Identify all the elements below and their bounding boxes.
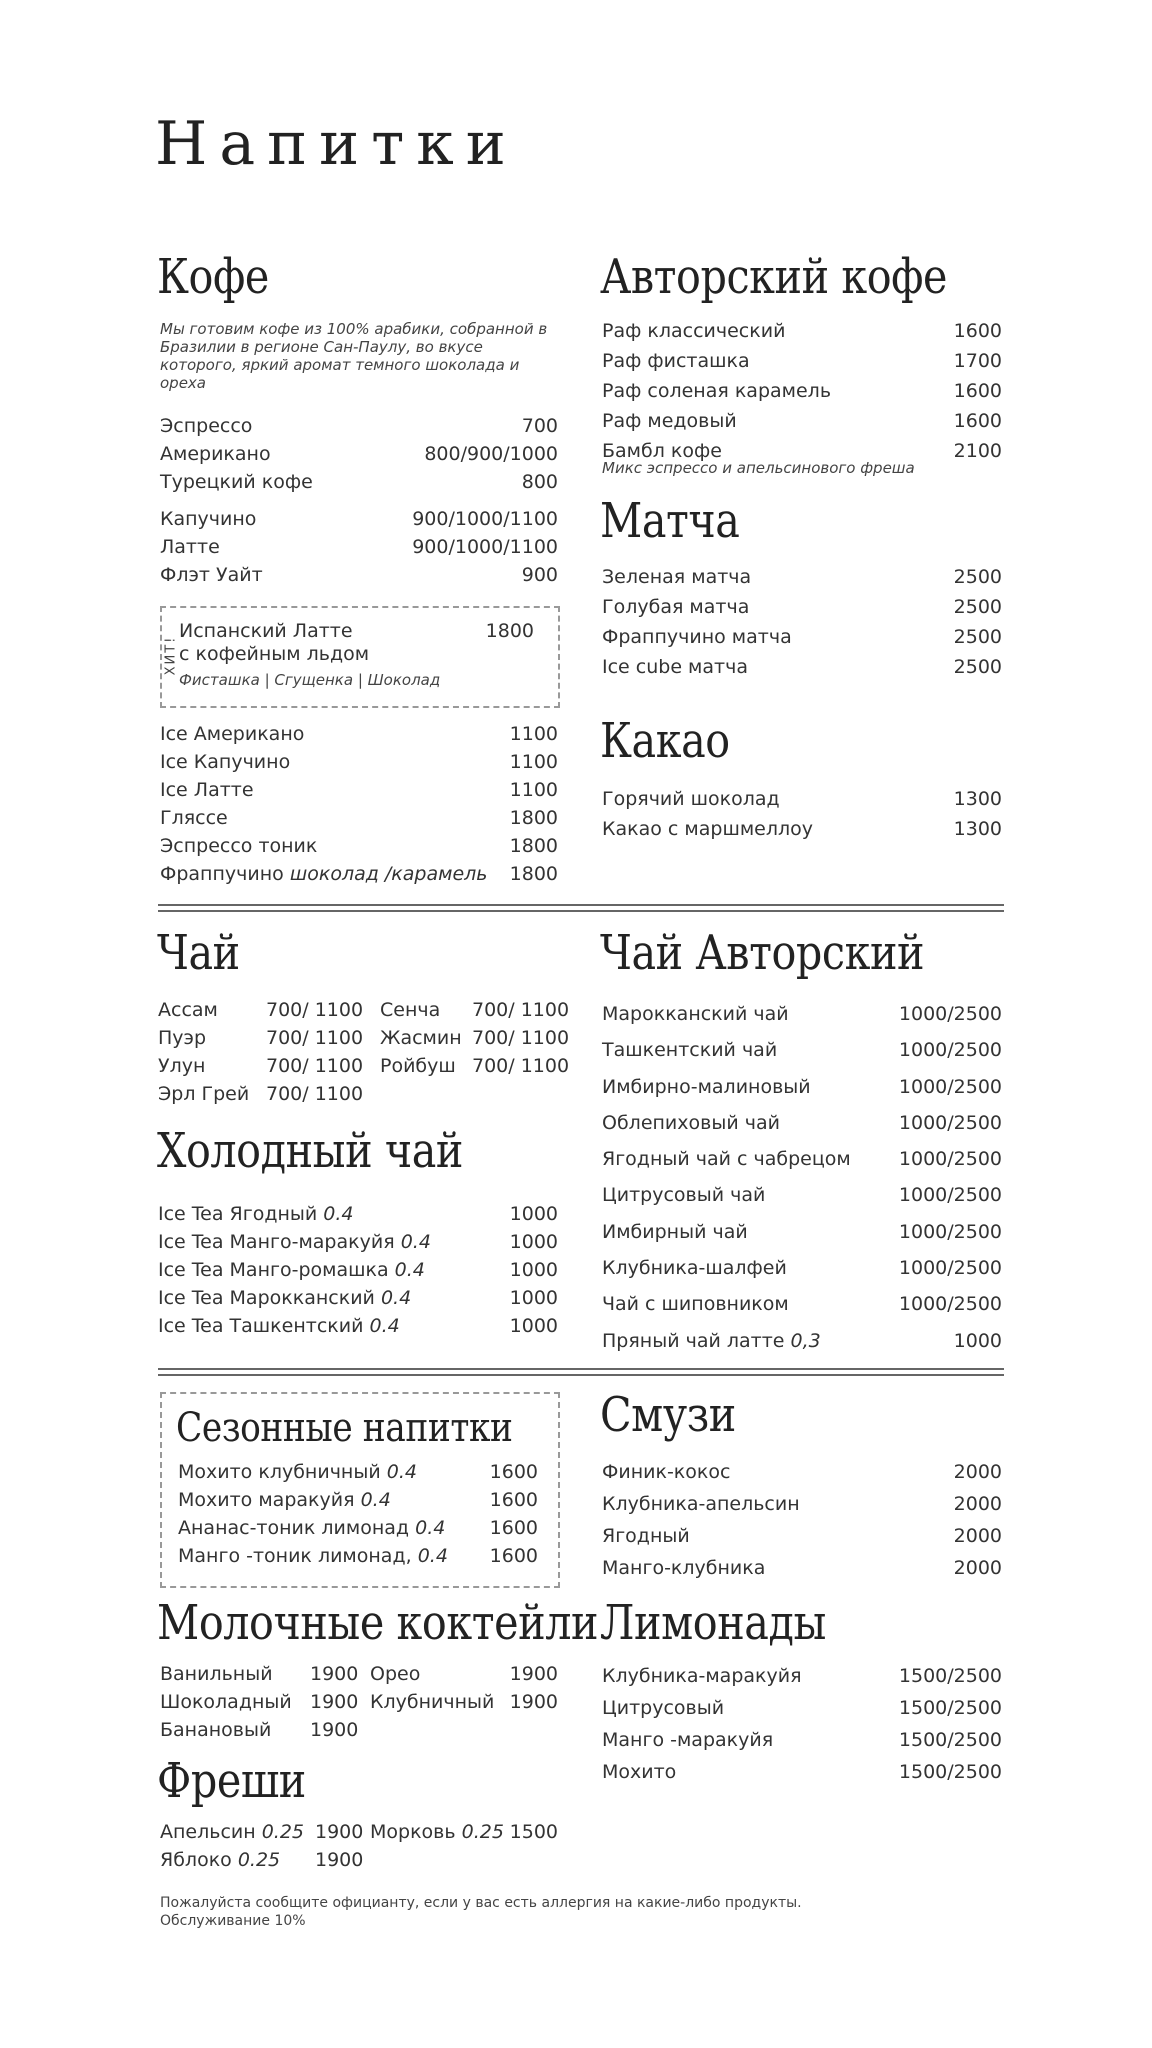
menu-item: Ice Латте 1100 xyxy=(160,779,558,801)
tea-price: 700/ 1100 xyxy=(472,999,570,1021)
menu-item: Зеленая матча 2500 xyxy=(602,566,1002,588)
menu-item: Мохито 1500/2500 xyxy=(602,1761,1002,1783)
hit-item-name: Испанский Латте 1800 xyxy=(179,620,534,642)
tea-name: Сенча xyxy=(380,999,441,1021)
menu-item: Раф соленая карамель 1600 xyxy=(602,380,1002,402)
section-title-cold-tea: Холодный чай xyxy=(157,1123,463,1179)
menu-item: Какао с маршмеллоу 1300 xyxy=(602,818,1002,840)
tea-price: 700/ 1100 xyxy=(472,1027,570,1049)
menu-item: Ice Tea Марокканский 0.4 1000 xyxy=(158,1287,558,1309)
menu-item: Ягодный чай с чабрецом 1000/2500 xyxy=(602,1148,1002,1171)
menu-item: Клубника-апельсин 2000 xyxy=(602,1493,1002,1515)
menu-item: Ягодный 2000 xyxy=(602,1525,1002,1547)
seasonal-list xyxy=(178,1458,538,1570)
menu-item: Манго-клубника 2000 xyxy=(602,1557,1002,1579)
menu-item: Фраппучино шоколад /карамель 1800 xyxy=(160,863,558,885)
service-note: Обслуживание 10% xyxy=(160,1913,306,1929)
matcha-list xyxy=(602,562,1002,682)
menu-item: Ice Tea Манго-маракуйя 0.4 1000 xyxy=(158,1231,558,1253)
tea-name: Жасмин xyxy=(380,1027,462,1049)
menu-item: Имбирный чай 1000/2500 xyxy=(602,1220,1002,1243)
section-title-smoothie: Смузи xyxy=(600,1387,736,1443)
menu-item: Раф классический 1600 xyxy=(602,320,1002,342)
menu-item: Имбирно-малиновый 1000/2500 xyxy=(602,1075,1002,1098)
milkshake-price: 1900 xyxy=(310,1719,359,1741)
menu-item: Ice Tea Манго-ромашка 0.4 1000 xyxy=(158,1259,558,1281)
coffee-iced-list xyxy=(160,720,558,888)
section-title-matcha: Матча xyxy=(600,493,740,549)
menu-item: Ice Tea Ташкентский 0.4 1000 xyxy=(158,1315,558,1337)
menu-item: Пряный чай латте 0,3 1000 xyxy=(602,1329,1002,1352)
section-title-lemonades: Лимонады xyxy=(600,1595,826,1651)
fresh-list-left xyxy=(160,1818,370,1874)
hit-box xyxy=(160,606,560,708)
menu-item: Цитрусовый 1500/2500 xyxy=(602,1697,1002,1719)
menu-item: Манго -тоник лимонад, 0.4 1600 xyxy=(178,1545,538,1567)
menu-item: Флэт Уайт 900 xyxy=(160,564,558,586)
menu-item: Мохито маракуйя 0.4 1600 xyxy=(178,1489,538,1511)
menu-item: Орео 1900 xyxy=(370,1663,558,1685)
milkshake-price: 1900 xyxy=(310,1663,359,1685)
page-title: Напитки xyxy=(155,109,518,179)
menu-item: Клубника-шалфей 1000/2500 xyxy=(602,1257,1002,1280)
menu-item: Турецкий кофе 800 xyxy=(160,471,558,493)
signature-coffee-list xyxy=(602,316,1002,477)
allergy-note: Пожалуйста сообщите официанту, если у вас есть аллергия на какие-либо продукты. xyxy=(160,1895,802,1911)
milkshake-name: Шоколадный xyxy=(160,1691,292,1713)
hit-options: Фисташка | Сгущенка | Шоколад xyxy=(179,671,441,689)
fresh-price: 1900 xyxy=(315,1849,364,1871)
divider-line xyxy=(158,1374,1004,1376)
milkshake-name: Ванильный xyxy=(160,1663,273,1685)
menu-item: Эспрессо 700 xyxy=(160,415,558,437)
menu-item: Раф фисташка 1700 xyxy=(602,350,1002,372)
section-title-milkshakes: Молочные коктейли xyxy=(157,1595,599,1651)
tea-price: 700/ 1100 xyxy=(266,999,364,1021)
menu-item: Манго -маракуйя 1500/2500 xyxy=(602,1729,1002,1751)
divider-line xyxy=(158,1368,1004,1370)
footer xyxy=(160,1894,1000,1930)
menu-item: Марокканский чай 1000/2500 xyxy=(602,1003,1002,1025)
section-title-signature-coffee: Авторский кофе xyxy=(600,249,948,305)
menu-item: Ice Tea Ягодный 0.4 1000 xyxy=(158,1203,558,1225)
smoothie-list xyxy=(602,1456,1002,1584)
menu-item: Чай с шиповником 1000/2500 xyxy=(602,1293,1002,1316)
milkshake-price: 1900 xyxy=(310,1691,359,1713)
milkshakes-list-right xyxy=(370,1660,558,1716)
cocoa-list xyxy=(602,784,1002,844)
menu-item: Гляссе 1800 xyxy=(160,807,558,829)
menu-item: Фраппучино матча 2500 xyxy=(602,626,1002,648)
menu-item: Мохито клубничный 0.4 1600 xyxy=(178,1461,538,1483)
fresh-price: 1900 xyxy=(315,1821,364,1843)
cold-tea-list xyxy=(158,1200,558,1340)
section-title-signature-tea: Чай Авторский xyxy=(600,925,925,981)
menu-item: Бамбл кофе 2100 xyxy=(602,440,1002,462)
fresh-name: Яблоко 0.25 xyxy=(160,1849,281,1871)
tea-list-right xyxy=(380,996,570,1080)
menu-item: Горячий шоколад 1300 xyxy=(602,788,1002,810)
hit-item-name-line2: с кофейным льдом xyxy=(179,643,370,665)
divider-line xyxy=(158,904,1004,906)
menu-item: Клубничный 1900 xyxy=(370,1691,558,1713)
menu-item: Американо 800/900/1000 xyxy=(160,443,558,465)
menu-item: Ice Американо 1100 xyxy=(160,723,558,745)
menu-item: Ice Капучино 1100 xyxy=(160,751,558,773)
menu-item: Финик-кокос 2000 xyxy=(602,1461,1002,1483)
menu-item: Голубая матча 2500 xyxy=(602,596,1002,618)
coffee-group-1 xyxy=(160,412,558,496)
menu-item: Ананас-тоник лимонад 0.4 1600 xyxy=(178,1517,538,1539)
tea-name: Улун xyxy=(158,1055,206,1077)
menu-item: Ice cube матча 2500 xyxy=(602,656,1002,678)
menu-item: Цитрусовый чай 1000/2500 xyxy=(602,1184,1002,1207)
seasonal-box xyxy=(160,1392,560,1588)
menu-item: Морковь 0.25 1500 xyxy=(370,1821,558,1843)
coffee-description: Мы готовим кофе из 100% арабики, собранной в Бразилии в регионе Сан-Паулу, во вкусе которого, яркий аромат темного шоколада и ореха xyxy=(160,320,548,392)
bumble-note: Микс эспрессо и апельсинового фреша xyxy=(602,459,915,477)
fresh-name: Апельсин 0.25 xyxy=(160,1821,305,1843)
section-title-seasonal: Сезонные напитки xyxy=(176,1405,513,1451)
tea-price: 700/ 1100 xyxy=(266,1083,364,1105)
menu-item: Капучино 900/1000/1100 xyxy=(160,508,558,530)
menu-item: Раф медовый 1600 xyxy=(602,410,1002,432)
tea-name: Ассам xyxy=(158,999,218,1021)
menu-item: Эспрессо тоник 1800 xyxy=(160,835,558,857)
tea-price: 700/ 1100 xyxy=(266,1055,364,1077)
lemonades-list xyxy=(602,1660,1002,1788)
section-title-fresh: Фреши xyxy=(157,1753,306,1809)
signature-tea-list xyxy=(602,996,1002,1359)
menu-item: Облепиховый чай 1000/2500 xyxy=(602,1111,1002,1134)
section-title-coffee: Кофе xyxy=(157,249,269,305)
milkshake-name: Банановый xyxy=(160,1719,272,1741)
tea-name: Ройбуш xyxy=(380,1055,456,1077)
menu-item: Латте 900/1000/1100 xyxy=(160,536,558,558)
fresh-list-right xyxy=(370,1818,558,1846)
section-title-tea: Чай xyxy=(157,925,240,981)
tea-list-left xyxy=(158,996,381,1108)
section-title-cocoa: Какао xyxy=(600,713,730,769)
coffee-group-2 xyxy=(160,505,558,589)
menu-item: Ташкентский чай 1000/2500 xyxy=(602,1039,1002,1062)
hit-badge: ХИТ! xyxy=(163,635,179,676)
tea-name: Эрл Грей xyxy=(158,1083,250,1105)
tea-name: Пуэр xyxy=(158,1027,207,1049)
menu-item: Клубника-маракуйя 1500/2500 xyxy=(602,1665,1002,1687)
divider-line xyxy=(158,910,1004,912)
tea-price: 700/ 1100 xyxy=(266,1027,364,1049)
tea-price: 700/ 1100 xyxy=(472,1055,570,1077)
milkshakes-list-left xyxy=(160,1660,365,1744)
